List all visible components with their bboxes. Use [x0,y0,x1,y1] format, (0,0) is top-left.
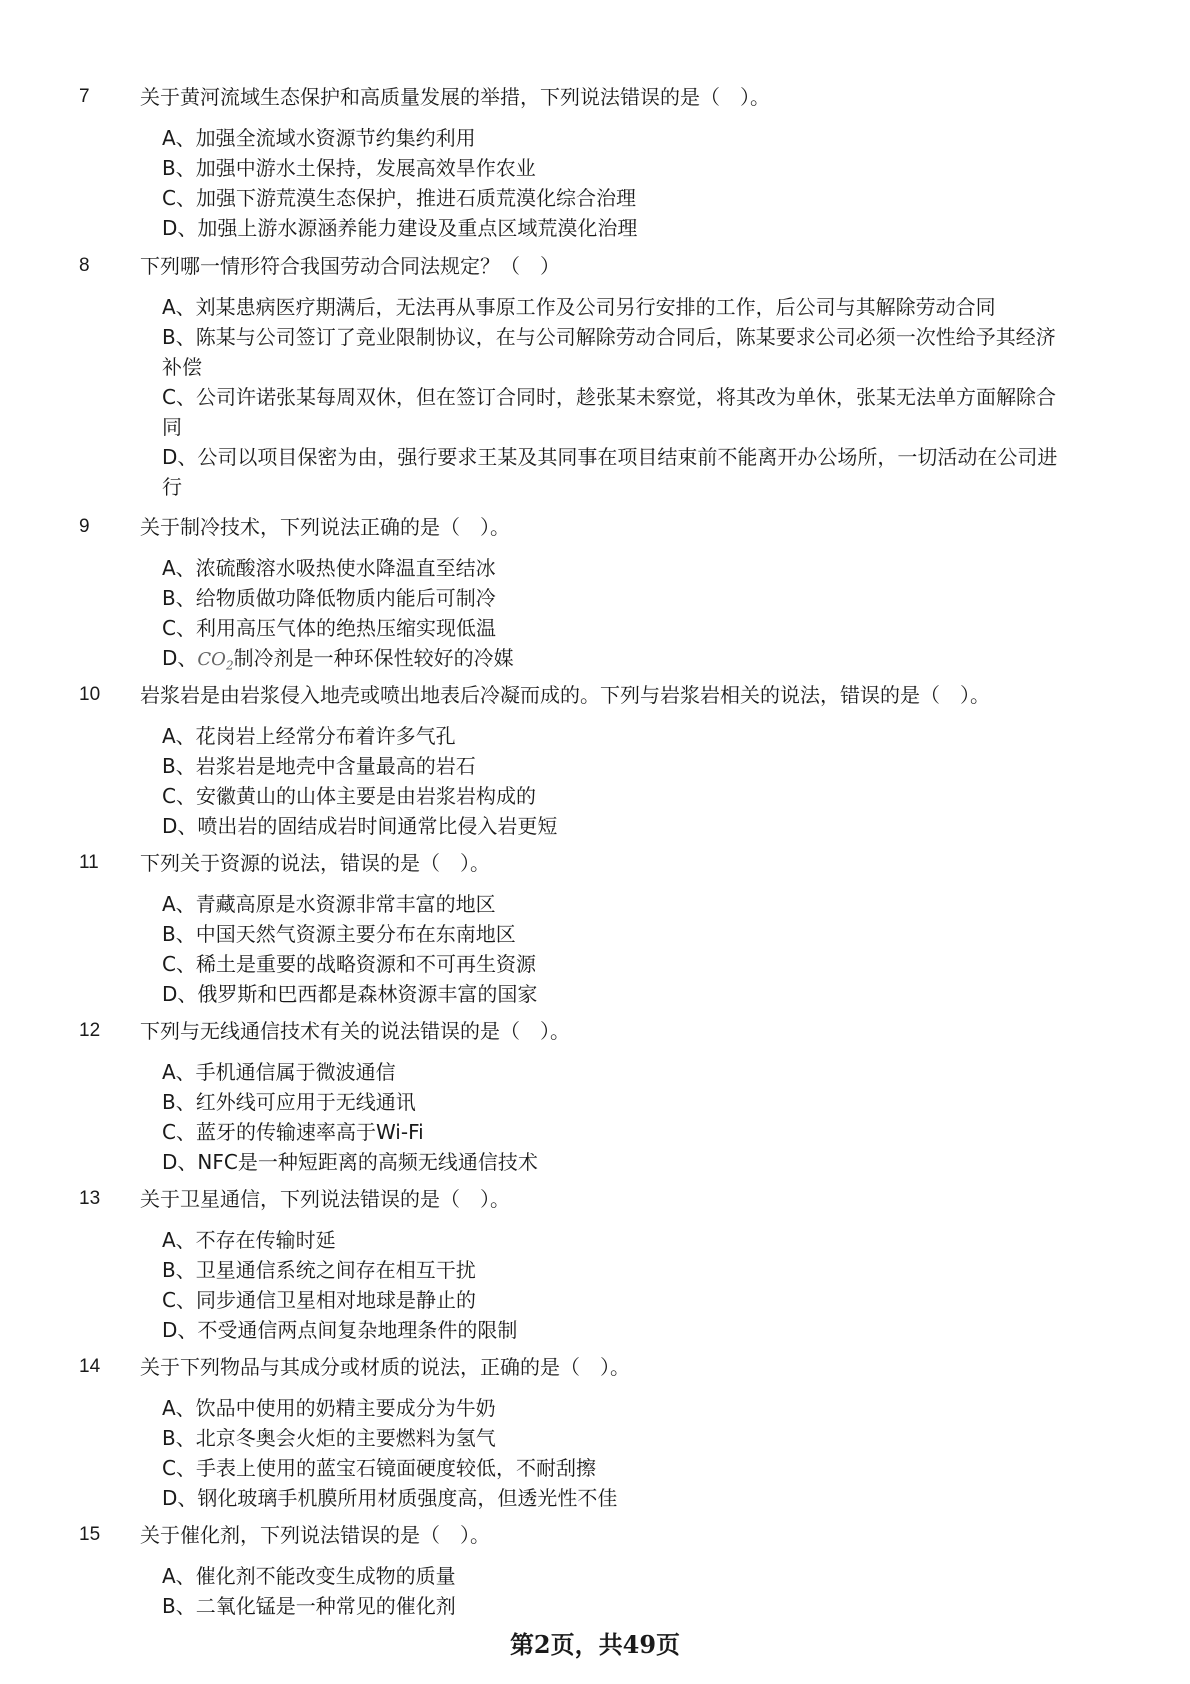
option-b: B、北京冬奥会火炬的主要燃料为氢气 [162,1426,496,1450]
option-c: C、蓝牙的传输速率高于Wi-Fi [162,1120,424,1144]
option-b: B、二氧化锰是一种常见的催化剂 [162,1594,456,1618]
option-c: C、稀土是重要的战略资源和不可再生资源 [162,952,536,976]
question-number: 11 [79,852,99,873]
question-number: 14 [79,1356,101,1377]
question-number: 8 [79,255,90,276]
options-list [162,889,1072,1009]
option-d: D、俄罗斯和巴西都是森林资源丰富的国家 [162,982,538,1006]
option-d: D、公司以项目保密为由，强行要求王某及其同事在项目结束前不能离开办公场所，一切活动在公司进行 [162,445,1058,499]
question-stem: 关于黄河流域生态保护和高质量发展的举措，下列说法错误的是（ ）。 [140,85,770,109]
options-list [162,721,1072,841]
question-stem: 关于卫星通信，下列说法错误的是（ ）。 [140,1187,510,1211]
options-list [162,292,1072,502]
question-stem: 岩浆岩是由岩浆侵入地壳或喷出地表后冷凝而成的。下列与岩浆岩相关的说法，错误的是（ ）。 [140,683,990,707]
formula-subscript: 2 [225,658,234,673]
option-d: D、喷出岩的固结成岩时间通常比侵入岩更短 [162,814,558,838]
option-c: C、手表上使用的蓝宝石镜面硬度较低，不耐刮擦 [162,1456,596,1480]
options-list [162,123,1072,243]
option-b: B、给物质做功降低物质内能后可制冷 [162,586,496,610]
question-stem: 下列哪一情形符合我国劳动合同法规定？（ ） [140,254,560,278]
option-b: B、加强中游水土保持，发展高效旱作农业 [162,156,536,180]
option-b: B、岩浆岩是地壳中含量最高的岩石 [162,754,476,778]
option-b: B、卫星通信系统之间存在相互干扰 [162,1258,476,1282]
option-c: C、安徽黄山的山体主要是由岩浆岩构成的 [162,784,536,808]
question-number: 9 [79,516,90,537]
option-d: D、NFC是一种短距离的高频无线通信技术 [162,1150,538,1174]
option-a: A、花岗岩上经常分布着许多气孔 [162,724,456,748]
option-c: C、加强下游荒漠生态保护，推进石质荒漠化综合治理 [162,186,636,210]
option-a: A、浓硫酸溶水吸热使水降温直至结冰 [162,556,496,580]
option-a: A、催化剂不能改变生成物的质量 [162,1564,456,1588]
options-list [162,1561,1072,1621]
options-list [162,1393,1072,1513]
option-b: B、陈某与公司签订了竞业限制协议，在与公司解除劳动合同后，陈某要求公司必须一次性给予其经济补偿 [162,325,1056,379]
question-number: 13 [79,1188,101,1209]
option-c: C、公司许诺张某每周双休，但在签订合同时，趁张某未察觉，将其改为单休，张某无法单方面解除合同 [162,385,1056,439]
option-a: A、手机通信属于微波通信 [162,1060,396,1084]
option-a: A、青藏高原是水资源非常丰富的地区 [162,892,496,916]
option-d: D、加强上游水源涵养能力建设及重点区域荒漠化治理 [162,216,638,240]
question-stem: 下列关于资源的说法，错误的是（ ）。 [140,851,490,875]
option-a: A、不存在传输时延 [162,1228,336,1252]
option-a: A、刘某患病医疗期满后，无法再从事原工作及公司另行安排的工作，后公司与其解除劳动合同 [162,295,996,319]
page-footer: 第2页，共49页 [509,1630,681,1659]
option-b: B、红外线可应用于无线通讯 [162,1090,416,1114]
question-stem: 关于制冷技术，下列说法正确的是（ ）。 [140,515,510,539]
question-stem: 下列与无线通信技术有关的说法错误的是（ ）。 [140,1019,570,1043]
formula-main: CO [197,649,226,670]
option-a: A、饮品中使用的奶精主要成分为牛奶 [162,1396,496,1420]
option-c: C、利用高压气体的绝热压缩实现低温 [162,616,496,640]
co2-formula [197,649,234,673]
options-list [162,553,1072,681]
option-c: C、同步通信卫星相对地球是静止的 [162,1288,476,1312]
question-stem: 关于催化剂，下列说法错误的是（ ）。 [140,1523,490,1547]
option-b: B、中国天然气资源主要分布在东南地区 [162,922,516,946]
question-number: 7 [79,86,90,107]
question-number: 15 [79,1524,101,1545]
option-a: A、加强全流域水资源节约集约利用 [162,126,476,150]
question-stem: 关于下列物品与其成分或材质的说法，正确的是（ ）。 [140,1355,630,1379]
option-d: D、钢化玻璃手机膜所用材质强度高，但透光性不佳 [162,1486,618,1510]
option-d [162,643,1072,681]
option-d-text: 制冷剂是一种环保性较好的冷媒 [233,646,514,670]
options-list [162,1225,1072,1345]
options-list [162,1057,1072,1177]
option-d-prefix: D、 [162,646,198,670]
option-d: D、不受通信两点间复杂地理条件的限制 [162,1318,518,1342]
question-number: 10 [79,684,101,705]
question-number: 12 [79,1020,101,1041]
